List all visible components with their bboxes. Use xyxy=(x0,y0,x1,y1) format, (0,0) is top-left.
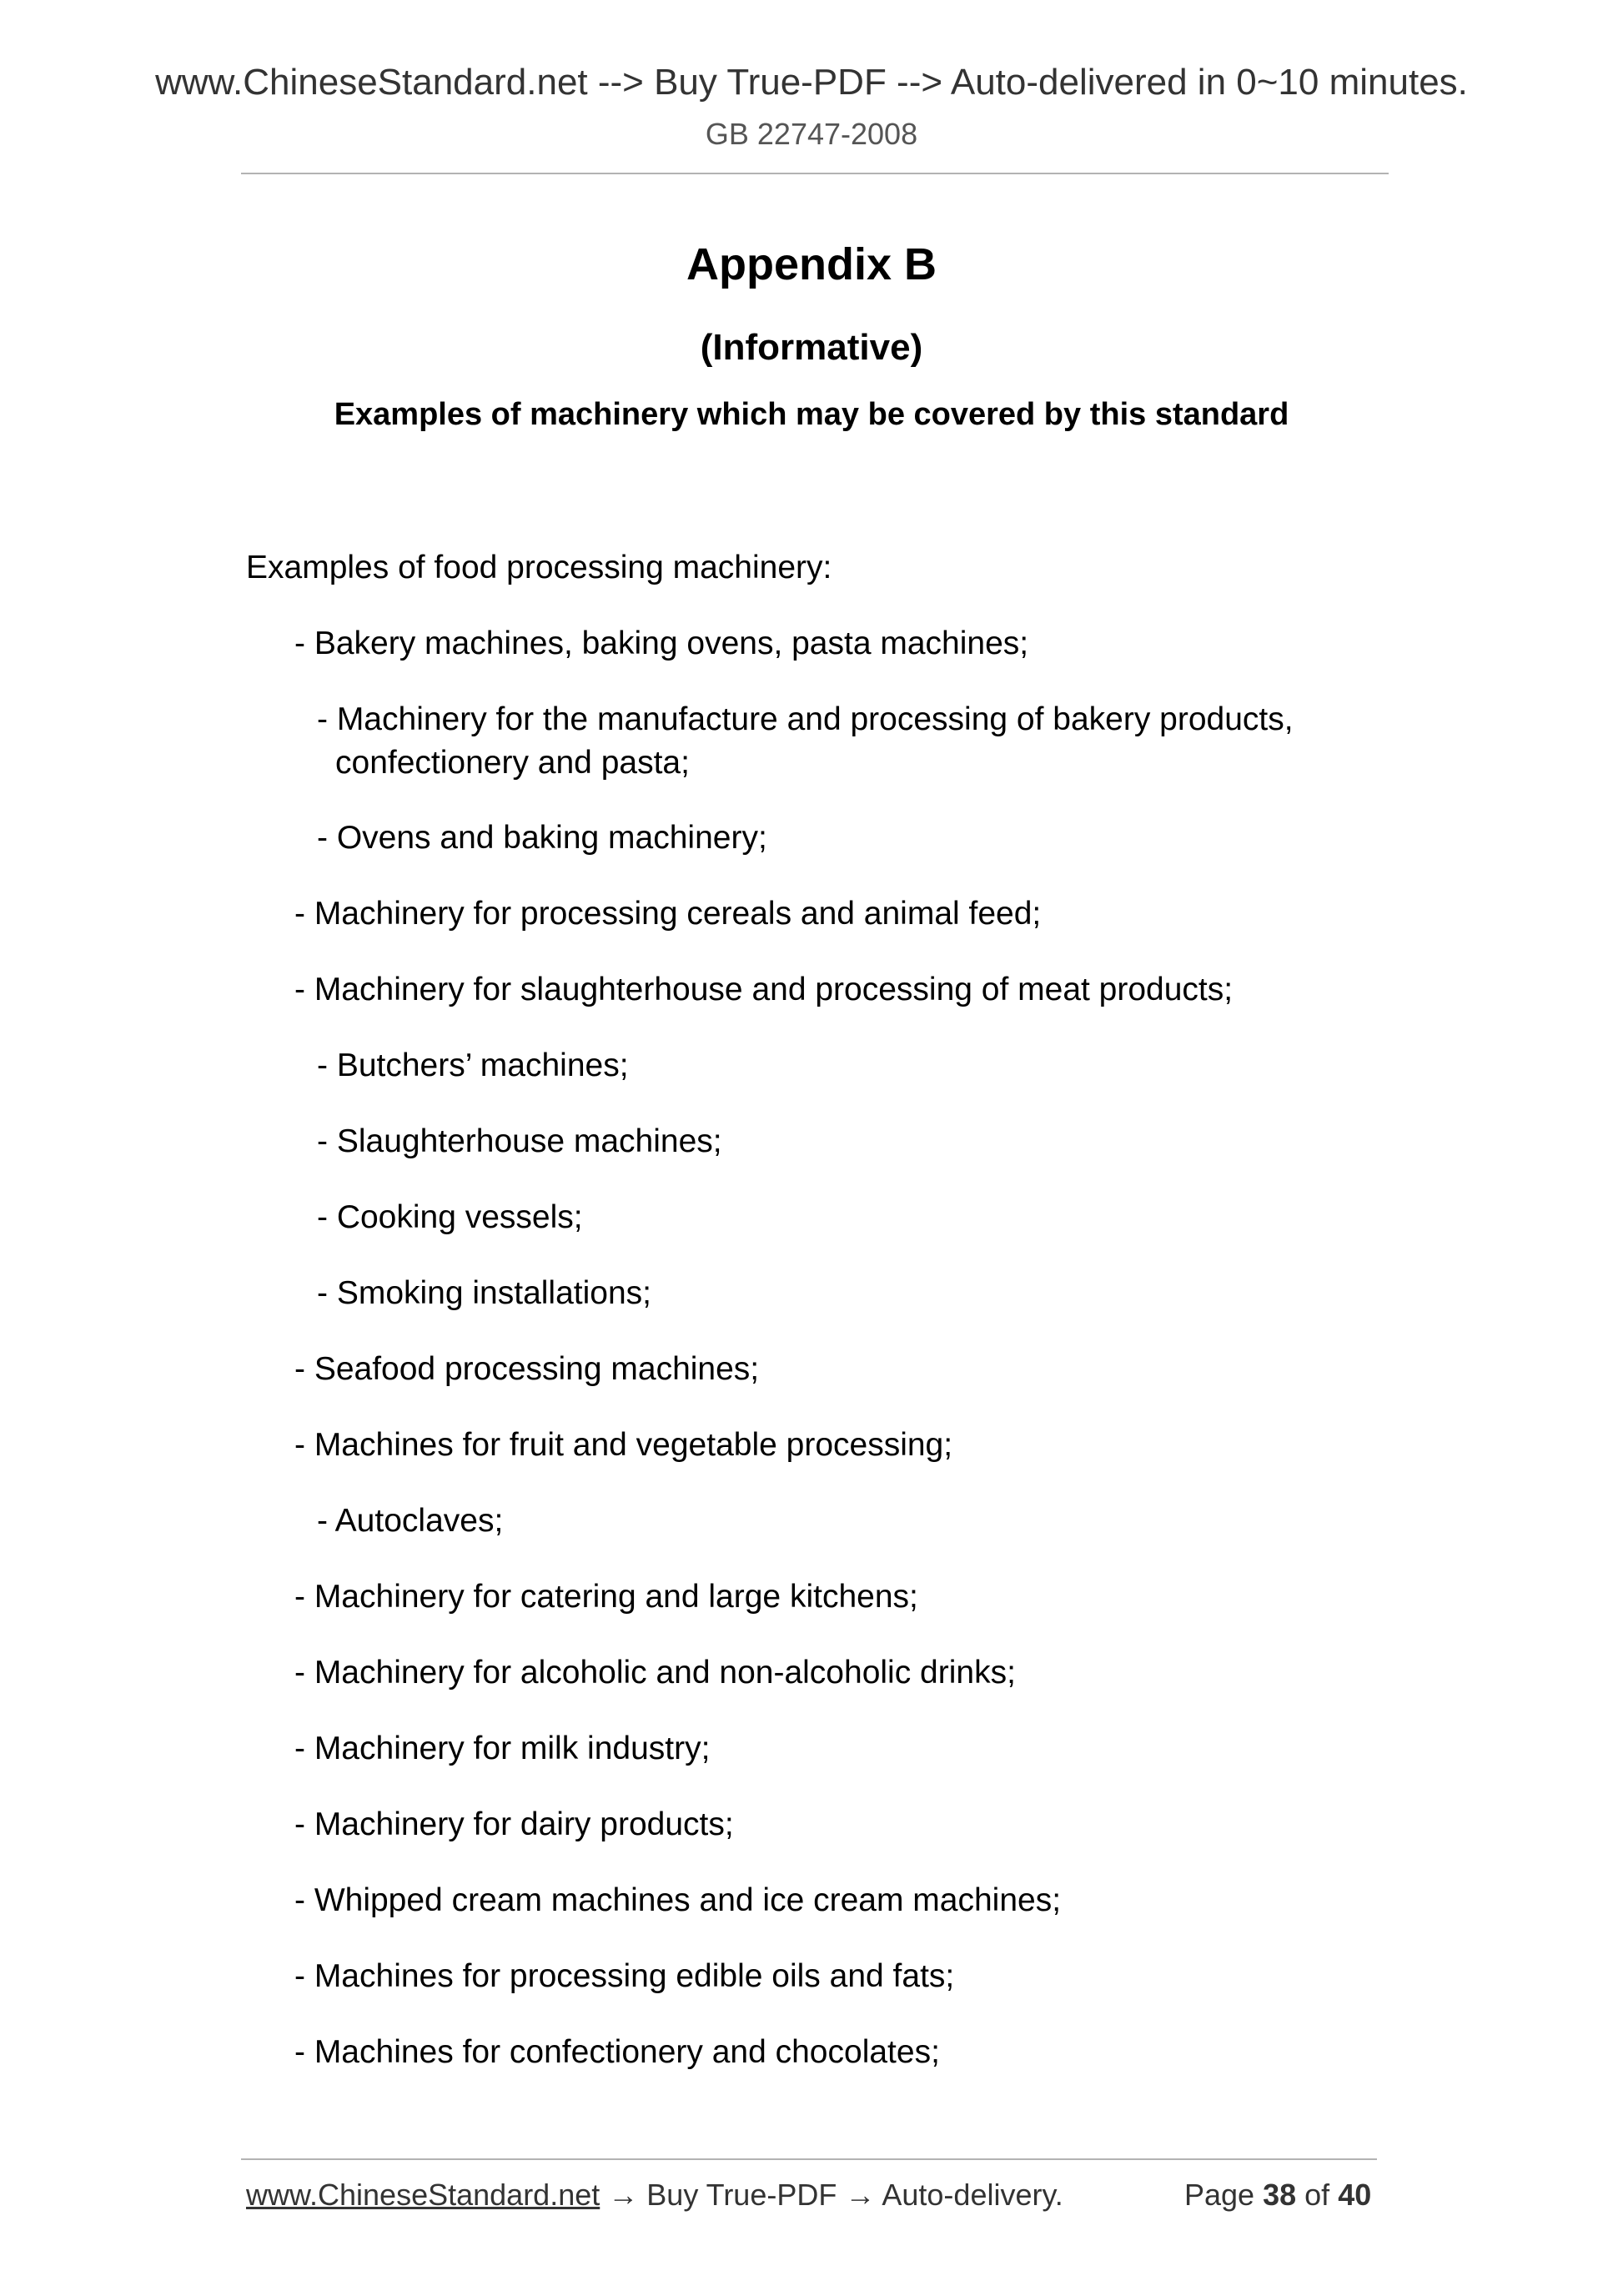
arrow-right-icon: → xyxy=(845,2178,876,2212)
page-of-label: of xyxy=(1304,2178,1330,2212)
footer-divider xyxy=(241,2158,1377,2160)
current-page: 38 xyxy=(1263,2178,1297,2212)
list-item: - Cooking vessels; xyxy=(317,1199,583,1235)
list-item: - Autoclaves; xyxy=(317,1503,504,1539)
arrow-right-icon: → xyxy=(608,2178,639,2212)
document-code: GB 22747-2008 xyxy=(705,117,918,151)
header-banner: www.ChineseStandard.net --> Buy True-PDF --> Auto-delivered in 0~10 minutes. xyxy=(155,62,1468,103)
list-item: - Ovens and baking machinery; xyxy=(317,820,767,856)
list-item: - Machinery for alcoholic and non-alcoholic drinks; xyxy=(294,1655,1016,1691)
list-item: - Machines for processing edible oils and fats; xyxy=(294,1958,955,1994)
list-item: - Machinery for dairy products; xyxy=(294,1806,734,1842)
list-item: - Whipped cream machines and ice cream machines; xyxy=(294,1882,1062,1918)
intro-text: Examples of food processing machinery: xyxy=(246,550,832,585)
list-item: - Machinery for catering and large kitchens; xyxy=(294,1579,918,1615)
list-item: - Butchers’ machines; xyxy=(317,1048,629,1083)
page-label: Page xyxy=(1184,2178,1255,2212)
list-item: - Machines for fruit and vegetable processing; xyxy=(294,1427,953,1463)
list-item: - Smoking installations; xyxy=(317,1275,652,1311)
list-item: - Machines for confectionery and chocolates; xyxy=(294,2034,940,2070)
list-item-line: confectionery and pasta; xyxy=(335,745,690,781)
list-item: - Seafood processing machines; xyxy=(294,1351,760,1387)
list-item: - Slaughterhouse machines; xyxy=(317,1123,722,1159)
list-item: - Machinery for milk industry; xyxy=(294,1731,711,1766)
page-title: Appendix B xyxy=(686,239,937,289)
list-item xyxy=(317,698,1384,785)
list-item-line: - Machinery for the manufacture and processing of bakery products, xyxy=(317,701,1294,737)
footer-promo xyxy=(246,2178,1063,2213)
footer-buy-text: Buy True-PDF xyxy=(646,2178,837,2212)
total-pages: 40 xyxy=(1338,2178,1372,2212)
page-subtitle: (Informative) xyxy=(700,327,923,368)
page-number xyxy=(1184,2178,1371,2213)
header-divider xyxy=(241,173,1389,174)
list-item: - Machinery for processing cereals and animal feed; xyxy=(294,896,1042,932)
list-item: - Machinery for slaughterhouse and processing of meat products; xyxy=(294,972,1234,1007)
footer-site-link[interactable]: www.ChineseStandard.net xyxy=(246,2178,600,2212)
section-caption: Examples of machinery which may be covered by this standard xyxy=(334,397,1289,432)
footer-delivery-text: Auto-delivery. xyxy=(882,2178,1063,2212)
list-item: - Bakery machines, baking ovens, pasta machines; xyxy=(294,625,1029,661)
